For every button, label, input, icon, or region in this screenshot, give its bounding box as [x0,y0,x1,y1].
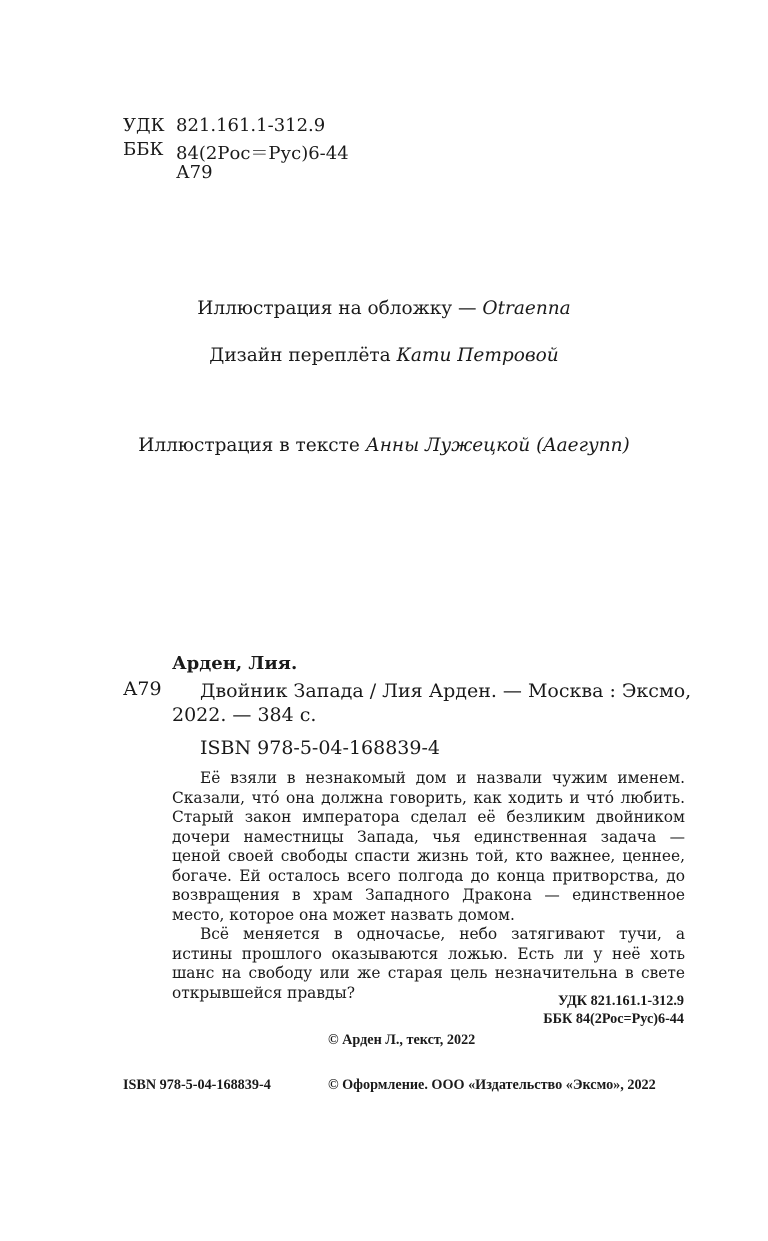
footer-bbk: ББК 84(2Рос=Рус)6-44 [543,1011,684,1027]
bbk-label: ББК [123,139,164,160]
annotation-paragraph-2: Всё меняется в одночасье, небо затягивают тучи, а истины прошлого оказываются ложью. Есть ли у неё хоть шанс на свободу или же старая цель незначительна в свете открывшейся правды? [172,925,685,1002]
annotation-paragraph-1: Её взяли в незнакомый дом и назвали чужим именем. Сказали, что́ она должна говорить, как ходить и что́ любить. Старый закон императора сделал её безликим двойником дочери наместницы Запада, чья единственная задача — ценой своей свободы спасти жизнь той, кто важнее, ценнее, богаче. Ей осталось всего полгода до конца притворства, до возвращения в храм Западного Дракона — единственное место, которое она может назвать домом. [172,769,685,924]
cover-illustration-credit [0,298,768,319]
udk-label: УДК [123,115,165,136]
bibliography-line-2: 2022. — 384 с. [172,704,317,726]
bibliography-mark: А79 [123,678,162,700]
binding-credit-name: Кати Петровой [396,345,559,366]
bibliography-isbn: ISBN 978-5-04-168839-4 [200,737,440,759]
bibliography-author: Арден, Лия. [172,653,298,674]
cover-credit-prefix: Иллюстрация на обложку — [197,298,483,319]
text-credit-name: Анны Лужецкой (Aaeгупп) [365,435,630,456]
cover-credit-name: Otraenna [482,298,571,319]
text-credit-prefix: Иллюстрация в тексте [138,435,366,456]
annotation [172,769,685,1003]
binding-credit-prefix: Дизайн переплёта [209,345,397,366]
bibliography-line-1: Двойник Запада / Лия Арден. — Москва : Эксмо, [200,680,692,702]
copyright-design: © Оформление. ООО «Издательство «Эксмо», 2022 [328,1077,656,1093]
copyright-text: © Арден Л., текст, 2022 [328,1032,476,1048]
udk-value: 821.161.1-312.9 [176,115,326,136]
author-mark: А79 [176,162,213,183]
bbk-value: 84(2Рос＝Рус)6-44 [176,143,349,164]
binding-design-credit [0,345,768,366]
footer-udk: УДК 821.161.1-312.9 [558,993,684,1009]
footer-isbn: ISBN 978-5-04-168839-4 [123,1077,271,1093]
text-illustration-credit [0,435,768,456]
